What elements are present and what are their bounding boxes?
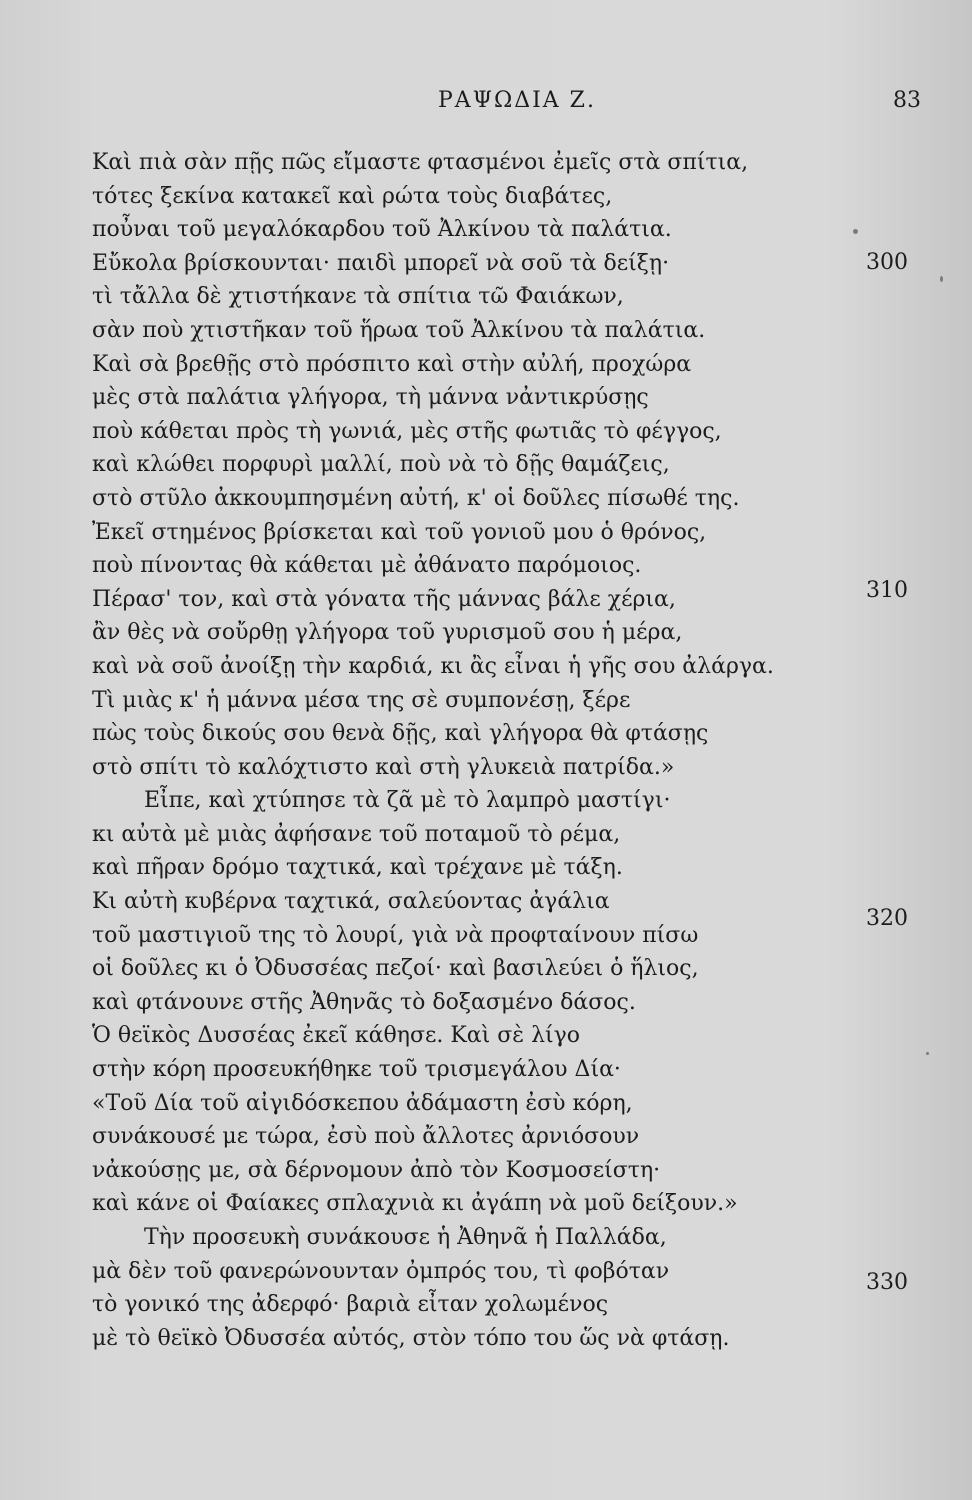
running-title: ΡΑΨΩΔΙΑ Ζ.	[438, 88, 596, 113]
verse-line: καὶ κάνε οἱ Φαίακες σπλαχνιὰ κι ἀγάπη νὰ μοῦ δείξουν.»	[92, 1191, 738, 1217]
page-header	[0, 88, 972, 124]
verse-line: στὸ σπίτι τὸ καλόχτιστο καὶ στὴ γλυκειὰ πατρίδα.»	[92, 754, 675, 780]
line-number-marker: 300	[866, 250, 908, 275]
verse-line: Ἐκεῖ στημένος βρίσκεται καὶ τοῦ γονιοῦ μου ὁ θρόνος,	[92, 519, 707, 545]
paper-speck	[940, 276, 943, 282]
verse-line: συνάκουσέ με τώρα, ἐσὺ ποὺ ἄλλοτες ἀρνιόσουν	[92, 1124, 640, 1150]
verse-line: Ὁ θεϊκὸς Δυσσέας ἐκεῖ κάθησε. Καὶ σὲ λίγο	[92, 1023, 581, 1049]
verse-line: ἂν θὲς νὰ σοὔρθῃ γλήγορα τοῦ γυρισμοῦ σου ἡ μέρα,	[92, 620, 683, 646]
verse-line: «Τοῦ Δία τοῦ αἰγιδόσκεπου ἀδάμαστη ἐσὺ κόρη,	[92, 1090, 633, 1116]
verse-line: κι αὐτὰ μὲ μιὰς ἀφήσανε τοῦ ποταμοῦ τὸ ρέμα,	[92, 821, 621, 847]
line-number-marker: 330	[866, 1270, 908, 1295]
verse-line: μὰ δὲν τοῦ φανερώνουνταν ὀμπρός του, τὶ φοβόταν	[92, 1258, 670, 1284]
verse-line: τὸ γονικό της ἀδερφό· βαριὰ εἶταν χολωμένος	[92, 1292, 609, 1318]
verse-line: νἀκούσῃς με, σὰ δέρνομουν ἀπὸ τὸν Κοσμοσείστη·	[92, 1157, 661, 1183]
line-number-marker: 310	[866, 578, 908, 603]
verse-line: καὶ φτάνουνε στῆς Ἀθηνᾶς τὸ δοξασμένο δάσος.	[92, 989, 636, 1015]
verse-line: μὲ τὸ θεϊκὸ Ὀδυσσέα αὐτός, στὸν τόπο του ὥς νὰ φτάσῃ.	[92, 1325, 730, 1351]
page-number: 83	[893, 88, 921, 113]
paper-speck	[926, 1052, 929, 1055]
verse-line: τὶ τἄλλα δὲ χτιστήκανε τὰ σπίτια τῶ Φαιάκων,	[92, 284, 624, 310]
verse-line: καὶ κλώθει πορφυρὶ μαλλί, ποὺ νὰ τὸ δῇς θαμάζεις,	[92, 452, 670, 478]
verse-line: σὰν ποὺ χτιστῆκαν τοῦ ἥρωα τοῦ Ἀλκίνου τὰ παλάτια.	[92, 317, 706, 343]
verse-line: Καὶ πιὰ σὰν πῇς πῶς εἴμαστε φτασμένοι ἐμεῖς στὰ σπίτια,	[92, 150, 749, 175]
verse-line: καὶ νὰ σοῦ ἀνοίξῃ τὴν καρδιά, κι ἂς εἶναι ἡ γῆς σου ἀλάργα.	[92, 653, 774, 679]
verse-line: ποὺ κάθεται πρὸς τὴ γωνιά, μὲς στῆς φωτιᾶς τὸ φέγγος,	[92, 418, 722, 444]
verse-line: Εἶπε, καὶ χτύπησε τὰ ζᾶ μὲ τὸ λαμπρὸ μαστίγι·	[144, 788, 671, 814]
verse-line: στὸ στῦλο ἀκκουμπησμένη αὐτή, κ' οἱ δοῦλες πίσωθέ της.	[92, 485, 740, 511]
verse-line: στὴν κόρη προσευκήθηκε τοῦ τρισμεγάλου Δία·	[92, 1057, 621, 1083]
verse-line: Πέρασ' τον, καὶ στὰ γόνατα τῆς μάννας βάλε χέρια,	[92, 586, 676, 612]
verse-line: Κι αὐτὴ κυβέρνα ταχτικά, σαλεύοντας ἀγάλια	[92, 889, 610, 915]
paper-speck	[853, 229, 858, 234]
verse-line: Εὔκολα βρίσκουνται· παιδὶ μπορεῖ νὰ σοῦ τὰ δείξῃ·	[92, 250, 670, 276]
verse-line: οἱ δοῦλες κι ὁ Ὀδυσσέας πεζοί· καὶ βασιλεύει ὁ ἥλιος,	[92, 956, 699, 982]
verse-line: Καὶ σὰ βρεθῇς στὸ πρόσπιτο καὶ στὴν αὐλή, προχώρα	[92, 351, 692, 377]
verse-line: τότες ξεκίνα κατακεῖ καὶ ρώτα τοὺς διαβάτες,	[92, 183, 613, 209]
verse-line: καὶ πῆραν δρόμο ταχτικά, καὶ τρέχανε μὲ τάξη.	[92, 855, 623, 881]
verse-line: πὼς τοὺς δικούς σου θενὰ δῇς, καὶ γλήγορα θὰ φτάσῃς	[92, 721, 709, 747]
verse-line: ποὖναι τοῦ μεγαλόκαρδου τοῦ Ἀλκίνου τὰ παλάτια.	[92, 217, 672, 243]
line-number-marker: 320	[866, 906, 908, 931]
verse-line: Τὶ μιὰς κ' ἡ μάννα μέσα της σὲ συμπονέσῃ, ξέρε	[92, 687, 631, 713]
verse-line: Τὴν προσευκὴ συνάκουσε ἡ Ἀθηνᾶ ἡ Παλλάδα,	[144, 1225, 667, 1250]
verse-line: μὲς στὰ παλάτια γλήγορα, τὴ μάννα νἀντικρύσῃς	[92, 385, 649, 411]
verse-line: τοῦ μαστιγιοῦ της τὸ λουρί, γιὰ νὰ προφταίνουν πίσω	[92, 922, 699, 948]
verse-block	[92, 146, 892, 1355]
verse-line: ποὺ πίνοντας θὰ κάθεται μὲ ἀθάνατο παρόμοιος.	[92, 553, 642, 579]
